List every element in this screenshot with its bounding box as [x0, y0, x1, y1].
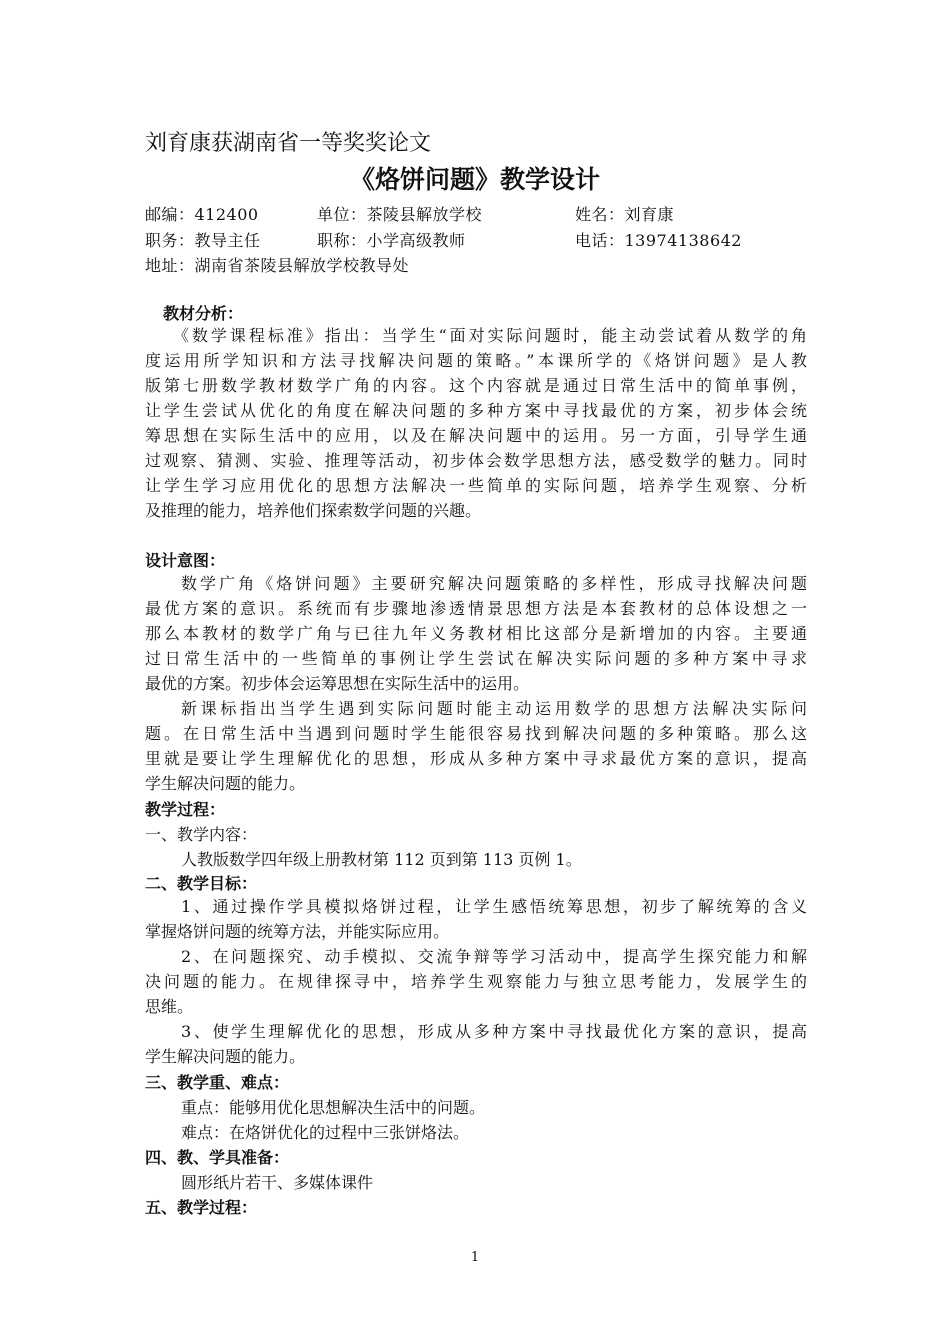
section-2-heading: 二、教学目标： [145, 874, 258, 893]
paragraph-line: 让学生尝试从优化的角度在解决问题的多种方案中寻找最优的方案，初步体会统 [145, 401, 807, 420]
paragraph-line: 过观察、猜测、实验、推理等活动，初步体会数学思想方法，感受数学的魅力。同时 [145, 451, 807, 470]
position: 职务：教导主任 [145, 231, 261, 250]
paragraph-line: 3、使学生理解优化的思想，形成从多种方案中寻找最优化方案的意识，提高 [181, 1022, 807, 1041]
goal-3 [145, 1019, 807, 1069]
paragraph-line: 题。在日常生活中当遇到问题时学生能很容易找到解决问题的多种策略。那么这 [145, 724, 807, 743]
paragraph-line: 过日常生活中的一些简单的事例让学生尝试在解决实际问题的多种方案中寻求 [145, 649, 807, 668]
paragraph-line: 及推理的能力，培养他们探索数学问题的兴趣。 [145, 501, 482, 520]
paragraph-line: 学生解决问题的能力。 [145, 774, 306, 793]
paragraph-line: 1、通过操作学具模拟烙饼过程，让学生感悟统筹思想，初步了解统筹的含义 [181, 897, 807, 916]
key-point: 重点：能够用优化思想解决生活中的问题。 [181, 1098, 486, 1117]
paragraph-line: 2、在问题探究、动手模拟、交流争辩等学习活动中，提高学生探究能力和解 [181, 947, 807, 966]
material-paragraph [145, 323, 807, 523]
goal-1 [145, 894, 807, 944]
paragraph-line: 掌握烙饼问题的统筹方法，并能实际应用。 [145, 922, 450, 941]
section-5-heading: 五、教学过程： [145, 1198, 258, 1217]
paragraph-line: 决问题的能力。在规律探寻中，培养学生观察能力与独立思考能力，发展学生的 [145, 972, 807, 991]
section-1-heading: 一、教学内容： [145, 825, 258, 844]
paragraph-line: 思维。 [145, 997, 194, 1016]
paragraph-line: 那么本教材的数学广角与已往九年义务教材相比这部分是新增加的内容。主要通 [145, 624, 807, 643]
design-paragraph-1 [145, 571, 807, 696]
paragraph-line: 新课标指出当学生遇到实际问题时能主动运用数学的思想方法解决实际问 [181, 699, 807, 718]
section-3-heading: 三、教学重、难点： [145, 1073, 290, 1092]
teaching-materials: 圆形纸片若干、多媒体课件 [181, 1173, 374, 1192]
difficulty: 难点：在烙饼优化的过程中三张饼烙法。 [181, 1123, 470, 1142]
author-name: 姓名：刘育康 [575, 205, 675, 224]
paragraph-line: 度运用所学知识和方法寻找解决问题的策略。”本课所学的《烙饼问题》是人教 [145, 351, 807, 370]
design-paragraph-2 [145, 696, 807, 796]
phone: 电话：13974138642 [575, 231, 742, 250]
paragraph-line: 筹思想在实际生活中的应用，以及在解决问题中的运用。另一方面，引导学生通 [145, 426, 807, 445]
paragraph-line: 最优的方案。初步体会运筹思想在实际生活中的运用。 [145, 674, 530, 693]
paragraph-line: 数学广角《烙饼问题》主要研究解决问题策略的多样性，形成寻找解决问题 [181, 574, 807, 593]
paragraph-line: 里就是要让学生理解优化的思想，形成从多种方案中寻求最优方案的意识，提高 [145, 749, 807, 768]
section-4-heading: 四、教、学具准备： [145, 1148, 290, 1167]
unit: 单位：茶陵县解放学校 [317, 205, 483, 224]
paragraph-line: 学生解决问题的能力。 [145, 1047, 306, 1066]
award-line: 刘育康获湖南省一等奖奖论文 [145, 131, 432, 156]
material-heading: 教材分析： [163, 304, 244, 323]
design-heading: 设计意图： [145, 551, 226, 570]
address: 地址：湖南省茶陵县解放学校教导处 [145, 256, 410, 275]
process-heading: 教学过程： [145, 800, 226, 819]
page-number: 1 [470, 1250, 480, 1265]
paragraph-line: 版第七册数学教材数学广角的内容。这个内容就是通过日常生活中的简单事例， [145, 376, 807, 395]
rank: 职称：小学高级教师 [317, 231, 466, 250]
postcode: 邮编：412400 [145, 205, 259, 224]
paragraph-line: 《数学课程标准》指出：当学生“面对实际问题时，能主动尝试着从数学的角 [173, 326, 807, 345]
paragraph-line: 最优方案的意识。系统而有步骤地渗透情景思想方法是本套教材的总体设想之一 [145, 599, 807, 618]
teaching-content: 人教版数学四年级上册教材第 112 页到第 113 页例 1。 [181, 850, 582, 869]
paragraph-line: 让学生学习应用优化的思想方法解决一些简单的实际问题，培养学生观察、分析 [145, 476, 807, 495]
document-title: 《烙饼问题》教学设计 [349, 165, 600, 194]
goal-2 [145, 944, 807, 1019]
